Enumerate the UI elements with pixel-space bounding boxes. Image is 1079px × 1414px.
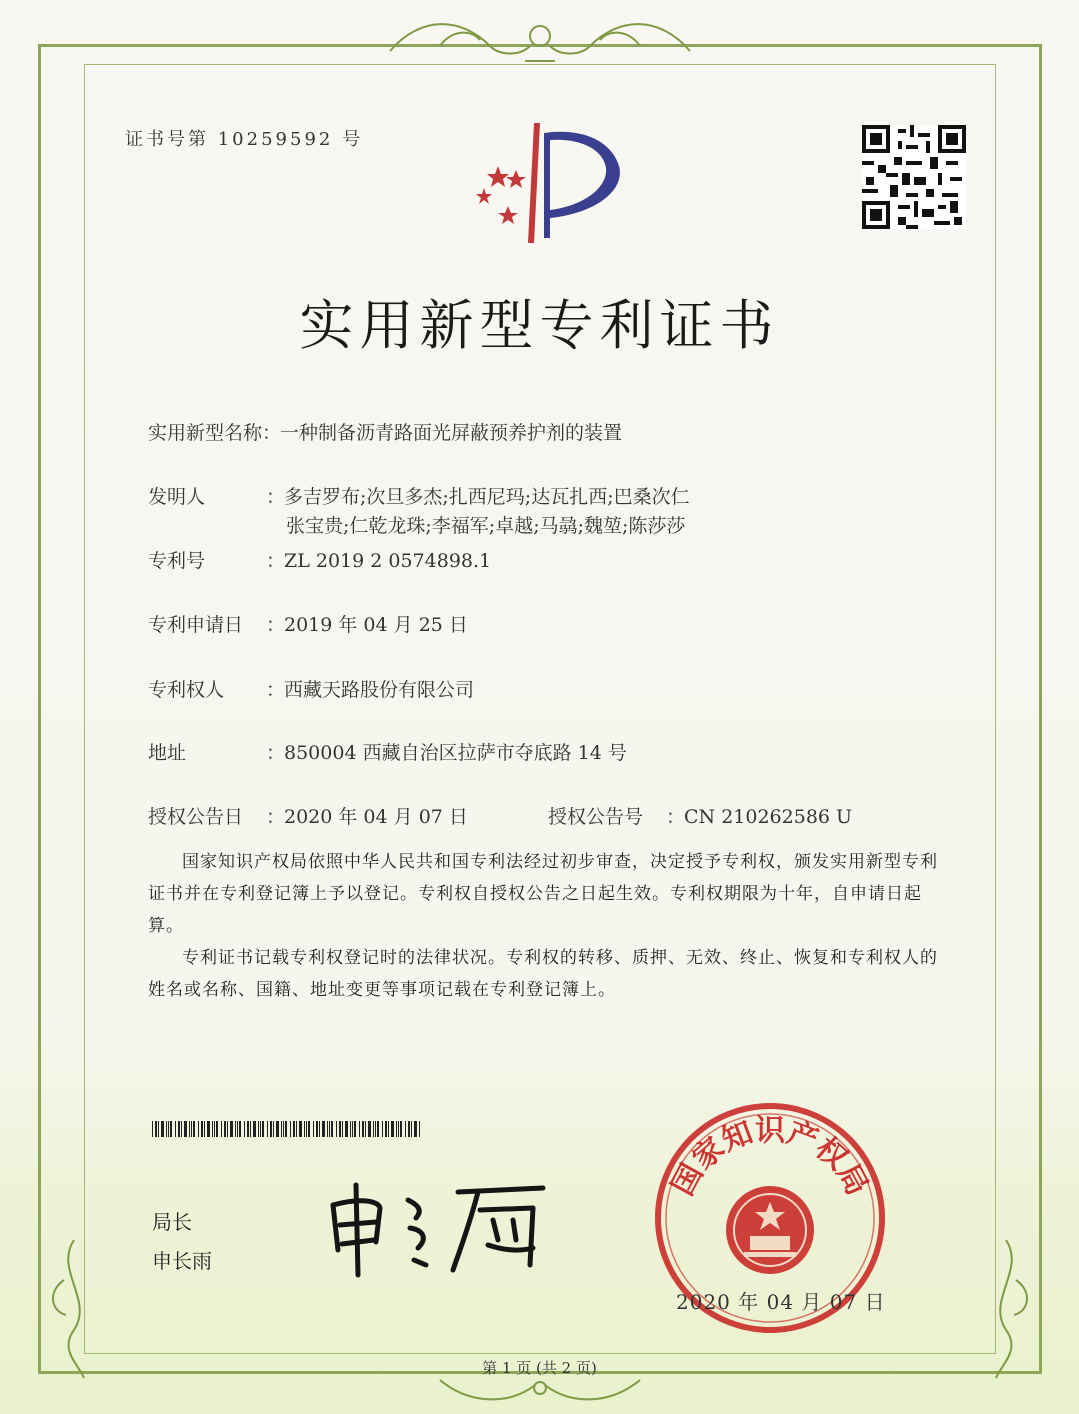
barcode-bar — [359, 1121, 360, 1137]
barcode-bar — [296, 1121, 297, 1137]
barcode-bar — [216, 1121, 218, 1137]
barcode-bar — [178, 1121, 180, 1137]
inventors-value-line2: 张宝贵;仁乾龙珠;李福军;卓越;马骉;魏堃;陈莎莎 — [286, 515, 686, 537]
barcode-bar — [230, 1121, 233, 1137]
top-ornament — [380, 6, 700, 68]
barcode-bar — [193, 1121, 195, 1137]
barcode-bar — [273, 1121, 274, 1137]
barcode-bar — [336, 1121, 337, 1137]
barcode-bar — [207, 1121, 210, 1137]
field-application-date: 专利申请日 ：2019 年 04 月 25 日 — [148, 610, 468, 637]
barcode-bar — [227, 1121, 228, 1137]
barcode-bar — [329, 1121, 330, 1137]
utility-name-value: 一种制备沥青路面光屏蔽预养护剂的装置 — [280, 422, 623, 444]
barcode-bar — [152, 1121, 153, 1137]
certificate-number-suffix: 号 — [342, 129, 364, 150]
barcode-bar — [388, 1121, 389, 1137]
barcode-bar — [375, 1121, 376, 1137]
barcode-bar — [239, 1121, 241, 1137]
barcode-bar — [419, 1121, 420, 1137]
barcode-bar — [319, 1121, 320, 1137]
application-date-value: 2019 年 04 月 25 日 — [284, 614, 468, 636]
barcode-bar — [396, 1121, 397, 1137]
barcode-bar — [224, 1121, 226, 1137]
inventors-label: 发明人 — [148, 486, 206, 508]
barcode-bar — [283, 1121, 284, 1137]
barcode-bar — [260, 1121, 261, 1137]
barcode-bar — [267, 1121, 268, 1137]
barcode-icon — [152, 1121, 422, 1137]
barcode-bar — [290, 1121, 291, 1137]
patent-office-logo-icon — [468, 118, 628, 248]
barcode-bar — [391, 1121, 394, 1137]
patent-number-label: 专利号 — [148, 550, 206, 572]
barcode-bar — [235, 1121, 236, 1137]
certificate-number-value: 10259592 — [217, 129, 334, 150]
grant-number-value: CN 210262586 U — [684, 806, 853, 828]
barcode-bar — [247, 1121, 249, 1137]
barcode-bar — [155, 1121, 157, 1137]
barcode-bar — [308, 1121, 310, 1137]
barcode-bar — [304, 1121, 305, 1137]
barcode-bar — [175, 1121, 176, 1137]
barcode-bar — [411, 1121, 412, 1137]
barcode-bar — [414, 1121, 417, 1137]
grant-number-label: 授权公告号 — [548, 806, 644, 828]
barcode-bar — [352, 1121, 353, 1137]
barcode-bar — [244, 1121, 245, 1137]
barcode-bar — [270, 1121, 272, 1137]
grant-date-value: 2020 年 04 月 07 日 — [284, 806, 468, 828]
utility-name-label: 实用新型名称 — [148, 422, 263, 444]
patent-number-value: ZL 2019 2 0574898.1 — [284, 550, 492, 572]
field-grant-number: 授权公告号 ：CN 210262586 U — [548, 802, 852, 829]
inventors-value-line1: 多吉罗布;次旦多杰;扎西尼玛;达瓦扎西;巴桑次仁 — [284, 486, 690, 508]
barcode-bar — [221, 1121, 222, 1137]
barcode-bar — [368, 1121, 371, 1137]
barcode-bar — [316, 1121, 318, 1137]
field-patentee: 专利权人 ：西藏天路股份有限公司 — [148, 675, 474, 702]
barcode-bar — [250, 1121, 251, 1137]
field-patent-number: 专利号 ：ZL 2019 2 0574898.1 — [148, 546, 491, 573]
handwritten-signature — [318, 1170, 558, 1280]
certificate-number-label: 证书号第 — [125, 129, 209, 150]
barcode-bar — [350, 1121, 351, 1137]
barcode-bar — [237, 1121, 238, 1137]
barcode-bar — [189, 1121, 190, 1137]
barcode-bar — [184, 1121, 187, 1137]
director-name: 申长雨 — [152, 1249, 212, 1273]
barcode-bar — [408, 1121, 410, 1137]
barcode-bar — [158, 1121, 159, 1137]
qr-code-icon — [862, 125, 966, 229]
barcode-bar — [331, 1121, 333, 1137]
barcode-bar — [365, 1121, 366, 1137]
grant-date-label: 授权公告日 — [148, 806, 244, 828]
director-title: 局长 — [152, 1210, 192, 1234]
statement-paragraph-2: 专利证书记载专利权登记时的法律状况。专利权的转移、质押、无效、终止、恢复和专利权人的姓名或名称、国籍、地址变更等事项记载在专利登记簿上。 — [148, 948, 938, 1000]
barcode-bar — [313, 1121, 314, 1137]
barcode-bar — [382, 1121, 383, 1137]
certificate-title: 实用新型专利证书 — [299, 294, 780, 357]
barcode-bar — [204, 1121, 205, 1137]
barcode-bar — [400, 1121, 402, 1137]
patentee-label: 专利权人 — [148, 679, 225, 701]
barcode-bar — [293, 1121, 295, 1137]
barcode-bar — [168, 1121, 169, 1137]
barcode-bar — [322, 1121, 325, 1137]
address-value: 850004 西藏自治区拉萨市夺底路 14 号 — [284, 742, 627, 764]
barcode-bar — [258, 1121, 259, 1137]
barcode-bar — [299, 1121, 302, 1137]
barcode-bar — [339, 1121, 341, 1137]
barcode-bar — [281, 1121, 282, 1137]
barcode-bar — [201, 1121, 203, 1137]
address-label: 地址 — [148, 742, 187, 764]
barcode-bar — [198, 1121, 199, 1137]
field-address: 地址 ：850004 西藏自治区拉萨市夺底路 14 号 — [148, 738, 627, 765]
certificate-number — [125, 125, 363, 151]
barcode-bar — [385, 1121, 387, 1137]
seal-date: 2020 年 04 月 07 日 — [676, 1290, 886, 1314]
barcode-bar — [327, 1121, 328, 1137]
barcode-bar — [362, 1121, 364, 1137]
barcode-bar — [170, 1121, 172, 1137]
patentee-value: 西藏天路股份有限公司 — [284, 679, 475, 701]
barcode-bar — [354, 1121, 356, 1137]
barcode-bar — [212, 1121, 213, 1137]
field-grant-date: 授权公告日 ：2020 年 04 月 07 日 — [148, 802, 468, 829]
barcode-bar — [398, 1121, 399, 1137]
field-inventors: 发明人 ：多吉罗布;次旦多杰;扎西尼玛;达瓦扎西;巴桑次仁 — [148, 482, 690, 509]
seal-text: 国家知识产权局 — [665, 1113, 875, 1202]
field-utility-name: 实用新型名称：一种制备沥青路面光屏蔽预养护剂的装置 — [148, 418, 622, 445]
barcode-bar — [345, 1121, 348, 1137]
barcode-bar — [377, 1121, 379, 1137]
barcode-bar — [285, 1121, 287, 1137]
barcode-bar — [181, 1121, 182, 1137]
page-number: 第 1 页 (共 2 页) — [482, 1359, 597, 1377]
barcode-bar — [191, 1121, 192, 1137]
barcode-bar — [405, 1121, 406, 1137]
barcode-bar — [306, 1121, 307, 1137]
barcode-bar — [262, 1121, 264, 1137]
barcode-bar — [253, 1121, 256, 1137]
application-date-label: 专利申请日 — [148, 614, 244, 636]
barcode-bar — [373, 1121, 374, 1137]
barcode-bar — [214, 1121, 215, 1137]
barcode-bar — [276, 1121, 279, 1137]
barcode-bar — [166, 1121, 167, 1137]
barcode-bar — [342, 1121, 343, 1137]
barcode-bar — [161, 1121, 164, 1137]
statement-paragraph-1: 国家知识产权局依照中华人民共和国专利法经过初步审查，决定授予专利权，颁发实用新型专利证书并在专利登记簿上予以登记。专利权自授权公告之日起生效。专利权期限为十年，自申请日起算。 — [148, 852, 938, 936]
